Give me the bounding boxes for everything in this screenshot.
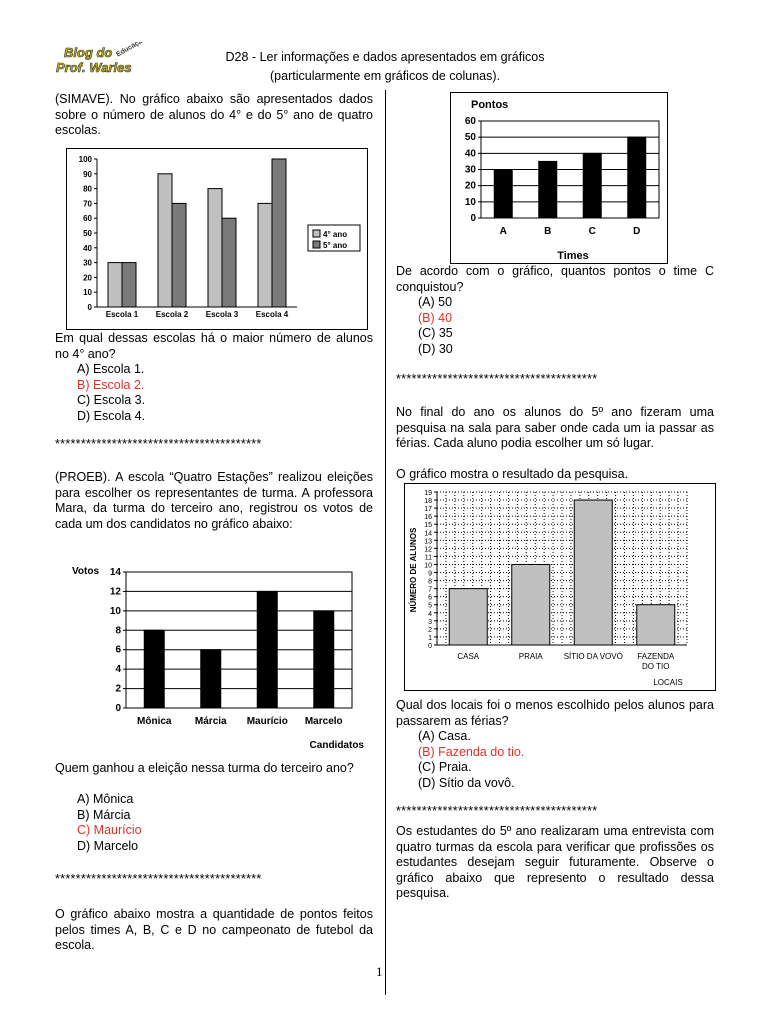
y-tick-label: 9 <box>428 570 432 578</box>
y-tick-label: 6 <box>428 594 432 602</box>
legend-swatch <box>313 241 320 248</box>
y-tick-label: 100 <box>78 155 92 164</box>
x-tick-label: FAZENDA <box>637 652 675 661</box>
chart-pontos <box>450 92 668 264</box>
y-tick-label: 2 <box>115 683 121 695</box>
x-tick-label: C <box>588 226 596 237</box>
y-axis-label: Votos <box>72 566 100 577</box>
x-axis-label: Times <box>557 250 589 262</box>
q2-option-c[interactable]: C) Maurício <box>77 823 142 837</box>
x-tick-label: Escola 1 <box>105 310 139 319</box>
x-axis-label: LOCAIS <box>653 678 683 687</box>
separator-1: **************************************** <box>55 437 262 451</box>
q4-option-a[interactable]: (A) Casa. <box>418 729 471 743</box>
x-tick-label: PRAIA <box>518 652 543 661</box>
y-tick-label: 7 <box>428 586 432 594</box>
y-tick-label: 14 <box>424 530 432 538</box>
chart-locais <box>404 483 716 691</box>
bar <box>628 137 646 218</box>
y-tick-label: 0 <box>115 703 121 714</box>
y-tick-label: 60 <box>83 214 92 224</box>
y-tick-label: 12 <box>109 586 121 598</box>
legend-label: 5° ano <box>323 241 348 250</box>
q2-option-b[interactable]: B) Márcia <box>77 807 131 822</box>
q3-option-a[interactable]: (A) 50 <box>418 295 453 309</box>
q2-options <box>55 792 377 854</box>
q1-option-c[interactable]: C) Escola 3. <box>77 393 146 407</box>
bar <box>494 170 512 219</box>
x-tick-label: B <box>544 226 552 237</box>
q3-text: O gráfico abaixo mostra a quantidade de pontos feitos pelos times A, B, C e D no campeonato de futebol da escola. <box>55 907 373 952</box>
bar <box>158 174 172 307</box>
y-tick-label: 90 <box>83 169 92 179</box>
q4-option-b[interactable]: (B) Fazenda do tio. <box>418 744 525 759</box>
bar <box>637 605 675 645</box>
q4-question: Qual dos locais foi o menos escolhido pelos alunos para passarem as férias? <box>396 698 714 728</box>
bar <box>201 650 221 708</box>
y-tick-label: 4 <box>428 610 432 618</box>
y-tick-label: 40 <box>464 148 476 160</box>
y-tick-label: 8 <box>115 625 121 637</box>
q1-option-a[interactable]: A) Escola 1. <box>77 362 145 376</box>
x-tick-label: Marcelo <box>304 716 343 727</box>
page-subtitle: (particularmente em gráficos de colunas). <box>270 69 500 83</box>
y-tick-label: 10 <box>424 562 432 570</box>
bar <box>108 263 122 307</box>
logo-line2: Prof. Warles <box>56 60 132 75</box>
y-tick-label: 6 <box>115 644 121 656</box>
bar <box>539 161 557 218</box>
q3-question: De acordo com o gráfico, quantos pontos o time C conquistou? <box>396 264 714 294</box>
x-tick-label: A <box>499 226 507 237</box>
y-tick-label: 20 <box>83 273 92 283</box>
x-tick-label: Escola 2 <box>155 310 189 319</box>
y-tick-label: 10 <box>83 288 92 298</box>
blog-logo <box>52 42 152 76</box>
q1-option-d[interactable]: D) Escola 4. <box>77 408 146 423</box>
bar <box>272 159 286 307</box>
y-tick-label: 4 <box>115 664 121 676</box>
y-tick-label: 40 <box>83 243 92 253</box>
q2-option-a[interactable]: A) Mônica <box>77 792 134 806</box>
y-tick-label: 50 <box>464 132 476 144</box>
q3-option-d[interactable]: (D) 30 <box>418 341 453 356</box>
q2-option-d[interactable]: D) Marcelo <box>77 838 139 853</box>
page-number: 1 <box>376 964 383 979</box>
logo-badge: Educação <box>115 42 148 59</box>
chart-title: Pontos <box>471 99 509 111</box>
q4-option-d[interactable]: (D) Sítio da vovô. <box>418 775 515 790</box>
chart-escolas-svg <box>67 149 367 329</box>
bar <box>208 189 222 307</box>
x-tick-label: DO TIO <box>642 662 670 671</box>
q1-options <box>55 362 377 424</box>
x-axis-label: Candidatos <box>309 740 364 751</box>
bar <box>172 203 186 307</box>
y-tick-label: 12 <box>424 546 432 554</box>
x-tick-label: Márcia <box>194 716 227 727</box>
x-tick-label: Maurício <box>246 716 288 727</box>
separator-3: *************************************** <box>396 372 598 386</box>
y-tick-label: 10 <box>109 605 121 617</box>
x-tick-label: D <box>633 226 641 237</box>
chart-locais-svg <box>405 484 715 690</box>
q3-option-c[interactable]: (C) 35 <box>418 326 453 340</box>
q4-options <box>396 729 718 791</box>
bar <box>314 611 334 708</box>
y-tick-label: 2 <box>428 626 432 634</box>
bar <box>257 591 277 708</box>
y-tick-label: 20 <box>464 180 476 192</box>
y-tick-label: 5 <box>428 602 432 610</box>
bar <box>583 153 601 218</box>
q1-question: Em qual dessas escolas há o maior número de alunos no 4° ano? <box>55 331 373 361</box>
y-tick-label: 19 <box>424 490 432 497</box>
bar <box>144 630 164 708</box>
q5-text: Os estudantes do 5º ano realizaram uma entrevista com quatro turmas da escola para verificar que profissões os estudantes desejam seguir futuramente. Observe o gráfico abaixo que represento o resultado dessa pesquisa. <box>396 824 714 900</box>
q4-option-c[interactable]: (C) Praia. <box>418 760 472 774</box>
q4-text2: O gráfico mostra o resultado da pesquisa. <box>396 467 629 481</box>
y-tick-label: 18 <box>424 498 432 506</box>
logo-line1: Blog do <box>64 45 113 60</box>
x-tick-label: SÍTIO DA VOVÓ <box>563 652 623 661</box>
q2-question: Quem ganhou a eleição nessa turma do terceiro ano? <box>55 761 354 775</box>
y-axis-label: NÚMERO DE ALUNOS <box>409 527 418 613</box>
column-divider <box>385 90 386 995</box>
y-tick-label: 13 <box>424 538 432 546</box>
y-tick-label: 17 <box>424 506 432 514</box>
y-tick-label: 0 <box>428 643 432 650</box>
x-tick-label: Escola 3 <box>205 310 239 319</box>
y-tick-label: 14 <box>109 567 121 578</box>
separator-4: *************************************** <box>396 804 598 818</box>
page-title: D28 - Ler informações e dados apresentados em gráficos <box>225 50 545 64</box>
q1-option-b[interactable]: B) Escola 2. <box>77 377 145 392</box>
y-tick-label: 0 <box>87 303 92 312</box>
legend-label: 4° ano <box>323 230 348 239</box>
bar <box>574 500 612 645</box>
chart-votos-svg <box>66 560 368 752</box>
separator-2: **************************************** <box>55 872 262 886</box>
y-tick-label: 30 <box>464 164 476 176</box>
q4-text: No final do ano os alunos do 5º ano fizeram uma pesquisa na sala para saber onde cada um ia passar as férias. Cada aluno podia escolher um só lugar. <box>396 405 714 450</box>
bar <box>122 263 136 307</box>
y-tick-label: 50 <box>83 229 92 238</box>
q2-text: (PROEB). A escola “Quatro Estações” realizou eleições para escolher os representantes de turma. A professora Mara, da turma do terceiro ano, registrou os votos de cada um dos candidatos no gráfico abaixo: <box>55 470 373 531</box>
y-tick-label: 0 <box>470 213 476 224</box>
x-tick-label: CASA <box>457 652 480 661</box>
legend-swatch <box>313 230 320 237</box>
chart-votos <box>66 560 368 752</box>
y-tick-label: 3 <box>428 618 432 626</box>
bar <box>512 564 550 645</box>
y-tick-label: 30 <box>83 258 92 268</box>
x-tick-label: Escola 4 <box>255 310 289 319</box>
x-tick-label: Mônica <box>137 716 172 727</box>
bar <box>222 218 236 307</box>
y-tick-label: 60 <box>464 116 476 127</box>
q3-options <box>396 295 718 357</box>
chart-pontos-svg <box>451 93 667 263</box>
y-tick-label: 11 <box>424 554 432 562</box>
chart-escolas <box>66 148 368 330</box>
y-tick-label: 80 <box>83 184 92 194</box>
y-tick-label: 15 <box>424 522 432 530</box>
y-tick-label: 8 <box>428 578 432 586</box>
q1-text: (SIMAVE). No gráfico abaixo são apresentados dados sobre o número de alunos do 4° e do 5° ano de quatro escolas. <box>55 92 373 137</box>
y-tick-label: 1 <box>428 634 432 642</box>
y-tick-label: 10 <box>464 196 476 208</box>
y-tick-label: 16 <box>424 514 432 522</box>
bar <box>449 589 487 645</box>
q3-option-b[interactable]: (B) 40 <box>418 310 453 325</box>
y-tick-label: 70 <box>83 199 92 209</box>
bar <box>258 203 272 307</box>
